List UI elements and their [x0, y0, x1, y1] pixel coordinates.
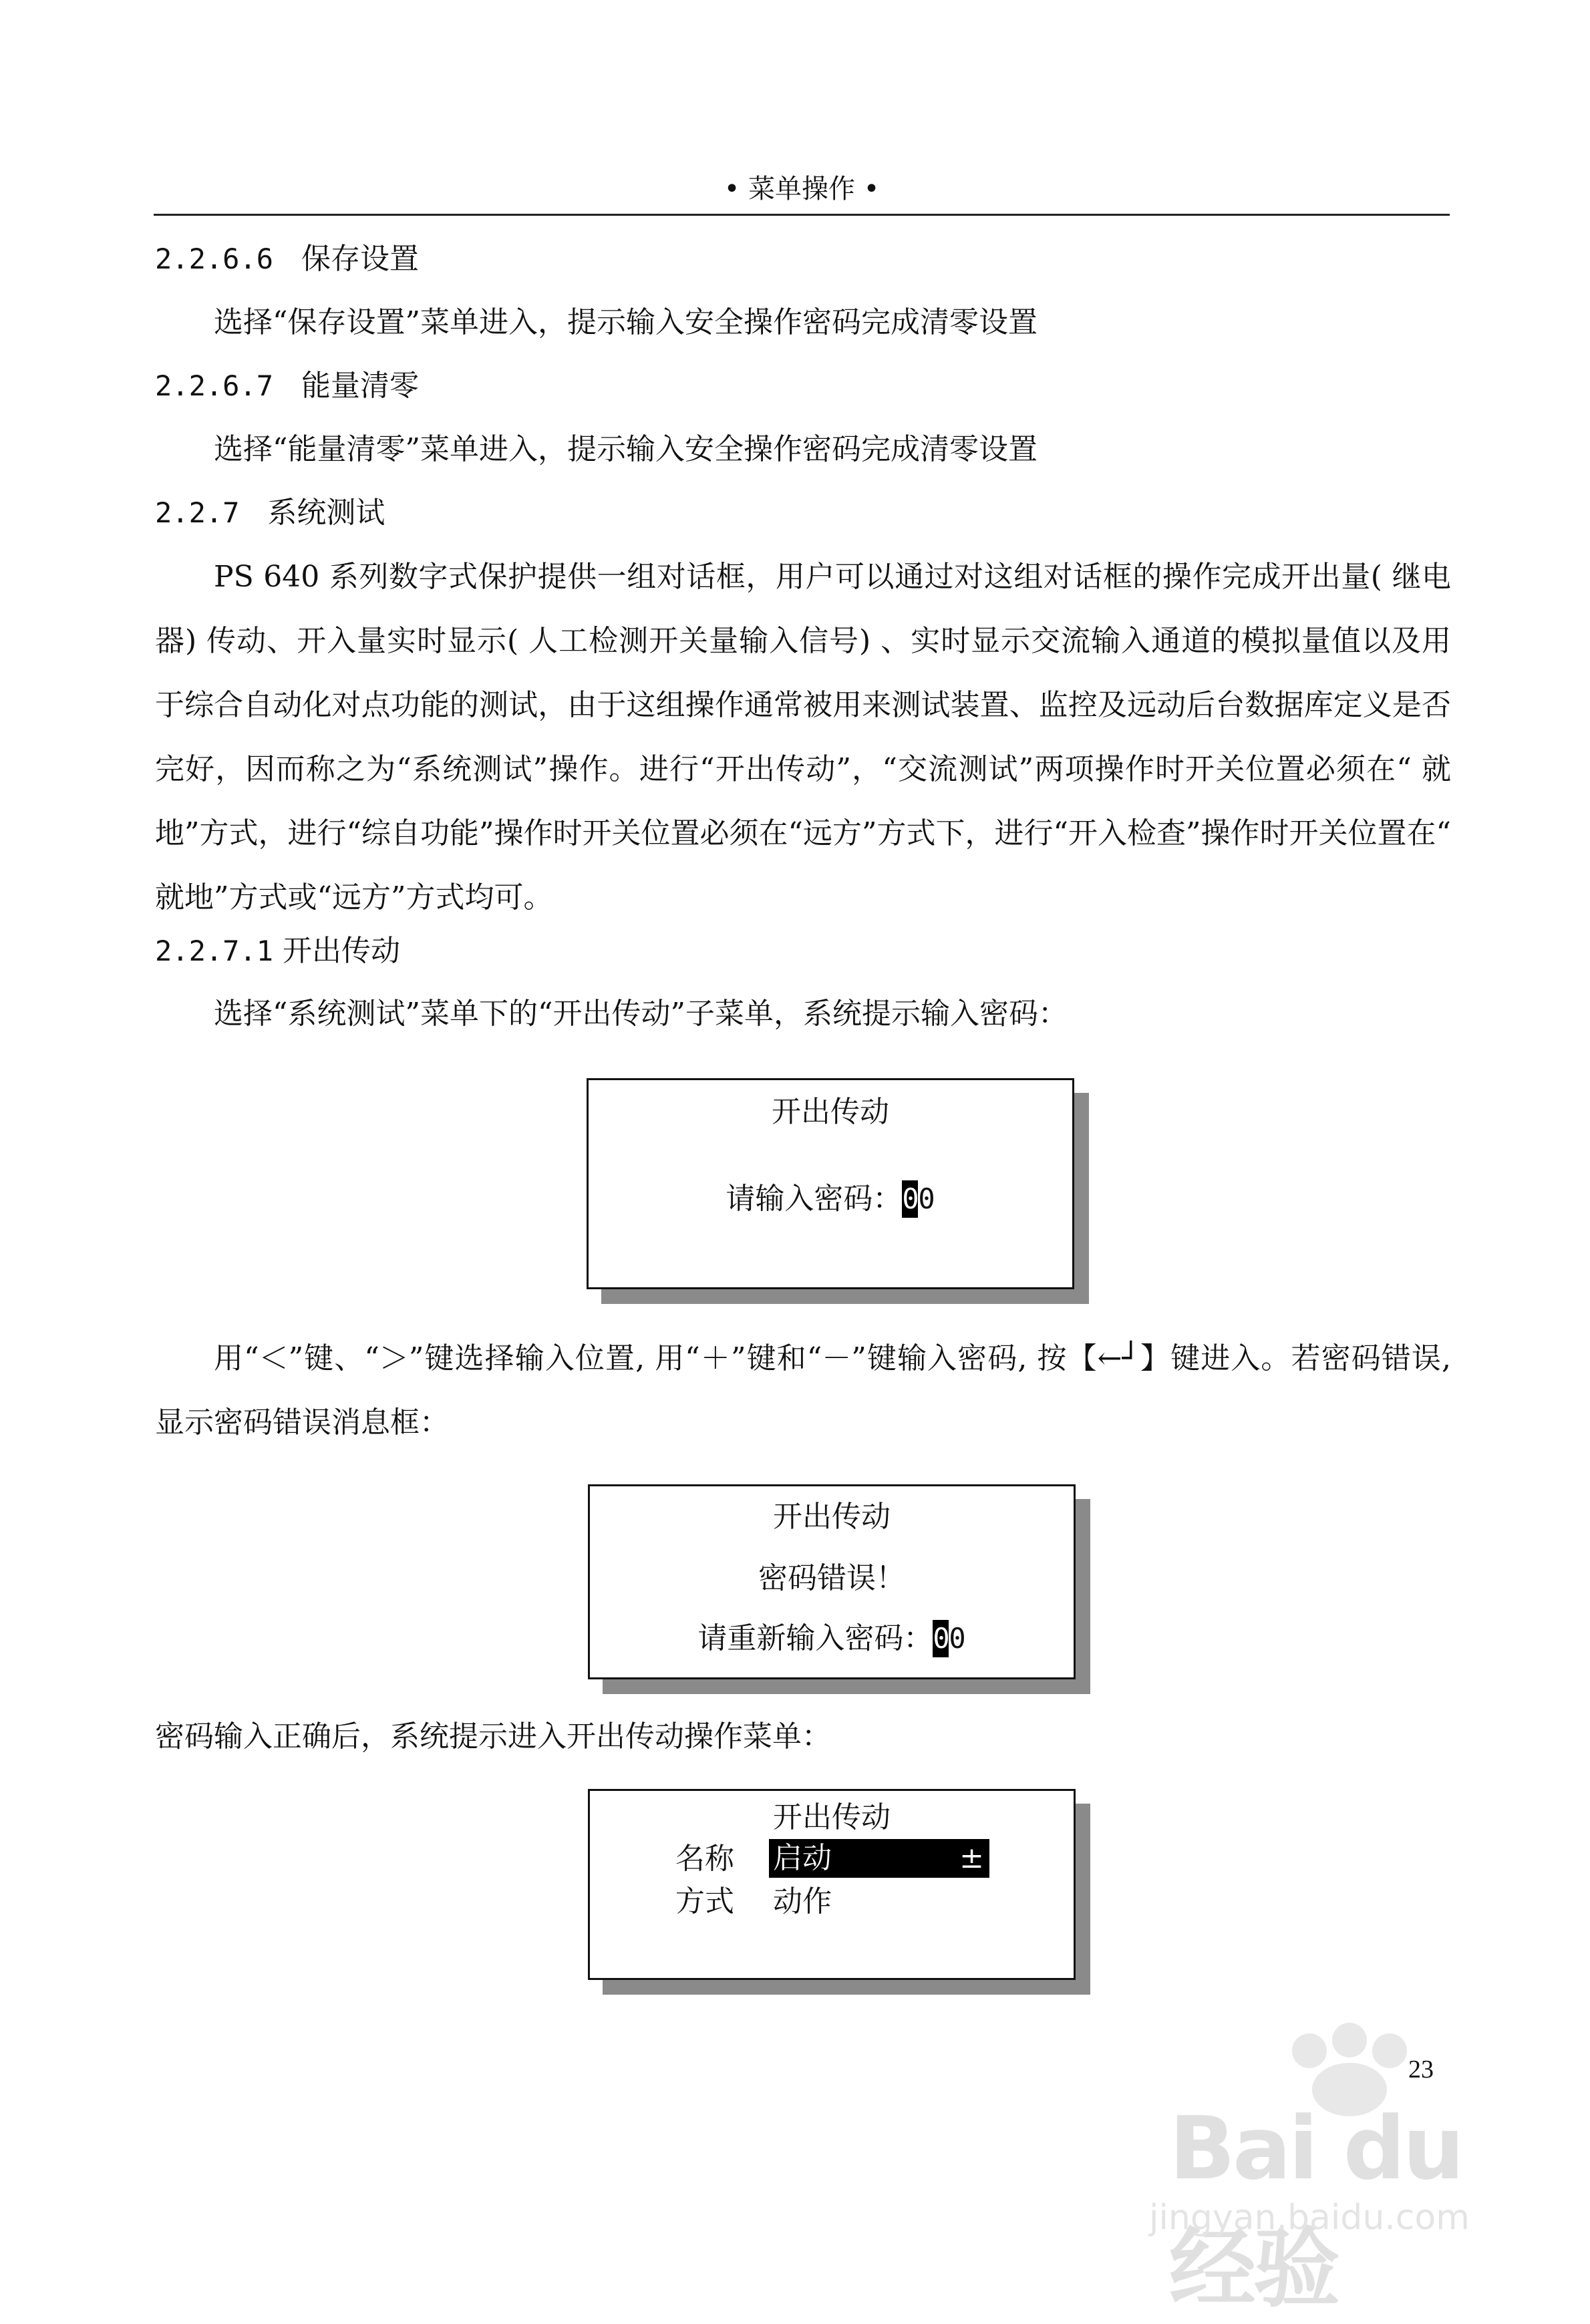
password-digit[interactable]: 0	[918, 1182, 935, 1215]
password-prompt: 请重新输入密码：	[697, 1621, 933, 1655]
password-cursor[interactable]: 0	[933, 1620, 949, 1657]
section-title: 开出传动	[283, 934, 401, 968]
watermark-brand: Bai du 经验	[1169, 2098, 1462, 2319]
page-header: • 菜单操作 •	[724, 174, 880, 204]
output-test-menu-dialog	[588, 1789, 1076, 1980]
section-title: 能量清零	[301, 369, 419, 403]
section-title: 系统测试	[267, 496, 385, 530]
paragraph-2271-intro: 选择“系统测试”菜单下的“开出传动”子菜单，系统提示输入密码：	[214, 997, 1068, 1031]
section-heading-2267	[155, 366, 419, 406]
dialog-title: 开出传动	[773, 1800, 891, 1834]
dialog-title: 开出传动	[772, 1095, 889, 1129]
section-number: 2.2.6.7	[155, 369, 274, 402]
menu-label-name: 名称	[675, 1842, 734, 1876]
menu-label-mode: 方式	[675, 1884, 734, 1919]
menu-value-name-selected[interactable]	[769, 1839, 989, 1878]
page-number: 23	[1408, 2055, 1434, 2084]
watermark-url: jingyan.baidu.com	[1149, 2198, 1470, 2238]
password-digit[interactable]: 0	[949, 1622, 966, 1655]
password-prompt: 请输入密码：	[726, 1182, 903, 1216]
section-title: 保存设置	[301, 242, 419, 276]
password-prompt-row	[590, 1620, 1074, 1657]
error-message: 密码错误！	[758, 1561, 905, 1595]
plus-minus-icon: ±	[959, 1841, 984, 1875]
menu-value-name: 启动	[773, 1841, 832, 1875]
password-dialog	[587, 1078, 1074, 1289]
paragraph-2266: 选择“保存设置”菜单进入，提示输入安全操作密码完成清零设置	[214, 305, 1038, 339]
password-cursor[interactable]: 0	[902, 1180, 918, 1218]
section-heading-2271	[155, 931, 400, 971]
paragraph-2271-keys: 用“＜”键、“＞”键选择输入位置, 用“＋”键和“－”键输入密码, 按【←┘】键进入。若密码错误, 显示密码错误消息框：	[155, 1341, 1451, 1440]
paragraph-2267: 选择“能量清零”菜单进入，提示输入安全操作密码完成清零设置	[214, 432, 1038, 466]
paragraph-227: PS 640 系列数字式保护提供一组对话框，用户可以通过对这组对话框的操作完成开出量( 继电器) 传动、开入量实时显示( 人工检测开关量输入信号) 、实时显示交流输入通道的模拟量值以及用于综合自动化对点功能的测试，由于这组操作通常被用来测试装置、监控及远动后台数据库定义是否完好，因而称之为“系统测试”操作。进行“开出传动”，“交流测试”两项操作时开关位置必须在“ 就地”方式，进行“综自功能”操作时开关位置必须在“远方”方式下，进行“开入检查”操作时开关位置在“ 就地”方式或“远方”方式均可。	[155, 560, 1451, 915]
section-number: 2.2.7	[155, 496, 240, 529]
section-number: 2.2.6.6	[155, 242, 274, 275]
paragraph-2271-menu: 密码输入正确后，系统提示进入开出传动操作菜单：	[155, 1719, 831, 1754]
password-error-dialog	[588, 1484, 1076, 1679]
section-number: 2.2.7.1	[155, 935, 274, 967]
section-heading-2266	[155, 239, 419, 279]
dialog-title: 开出传动	[773, 1500, 891, 1534]
menu-value-mode[interactable]: 动作	[773, 1884, 832, 1919]
baidu-watermark	[1129, 2011, 1543, 2319]
header-rule	[154, 214, 1450, 216]
password-prompt-row	[589, 1180, 1072, 1218]
section-heading-227	[155, 493, 385, 533]
